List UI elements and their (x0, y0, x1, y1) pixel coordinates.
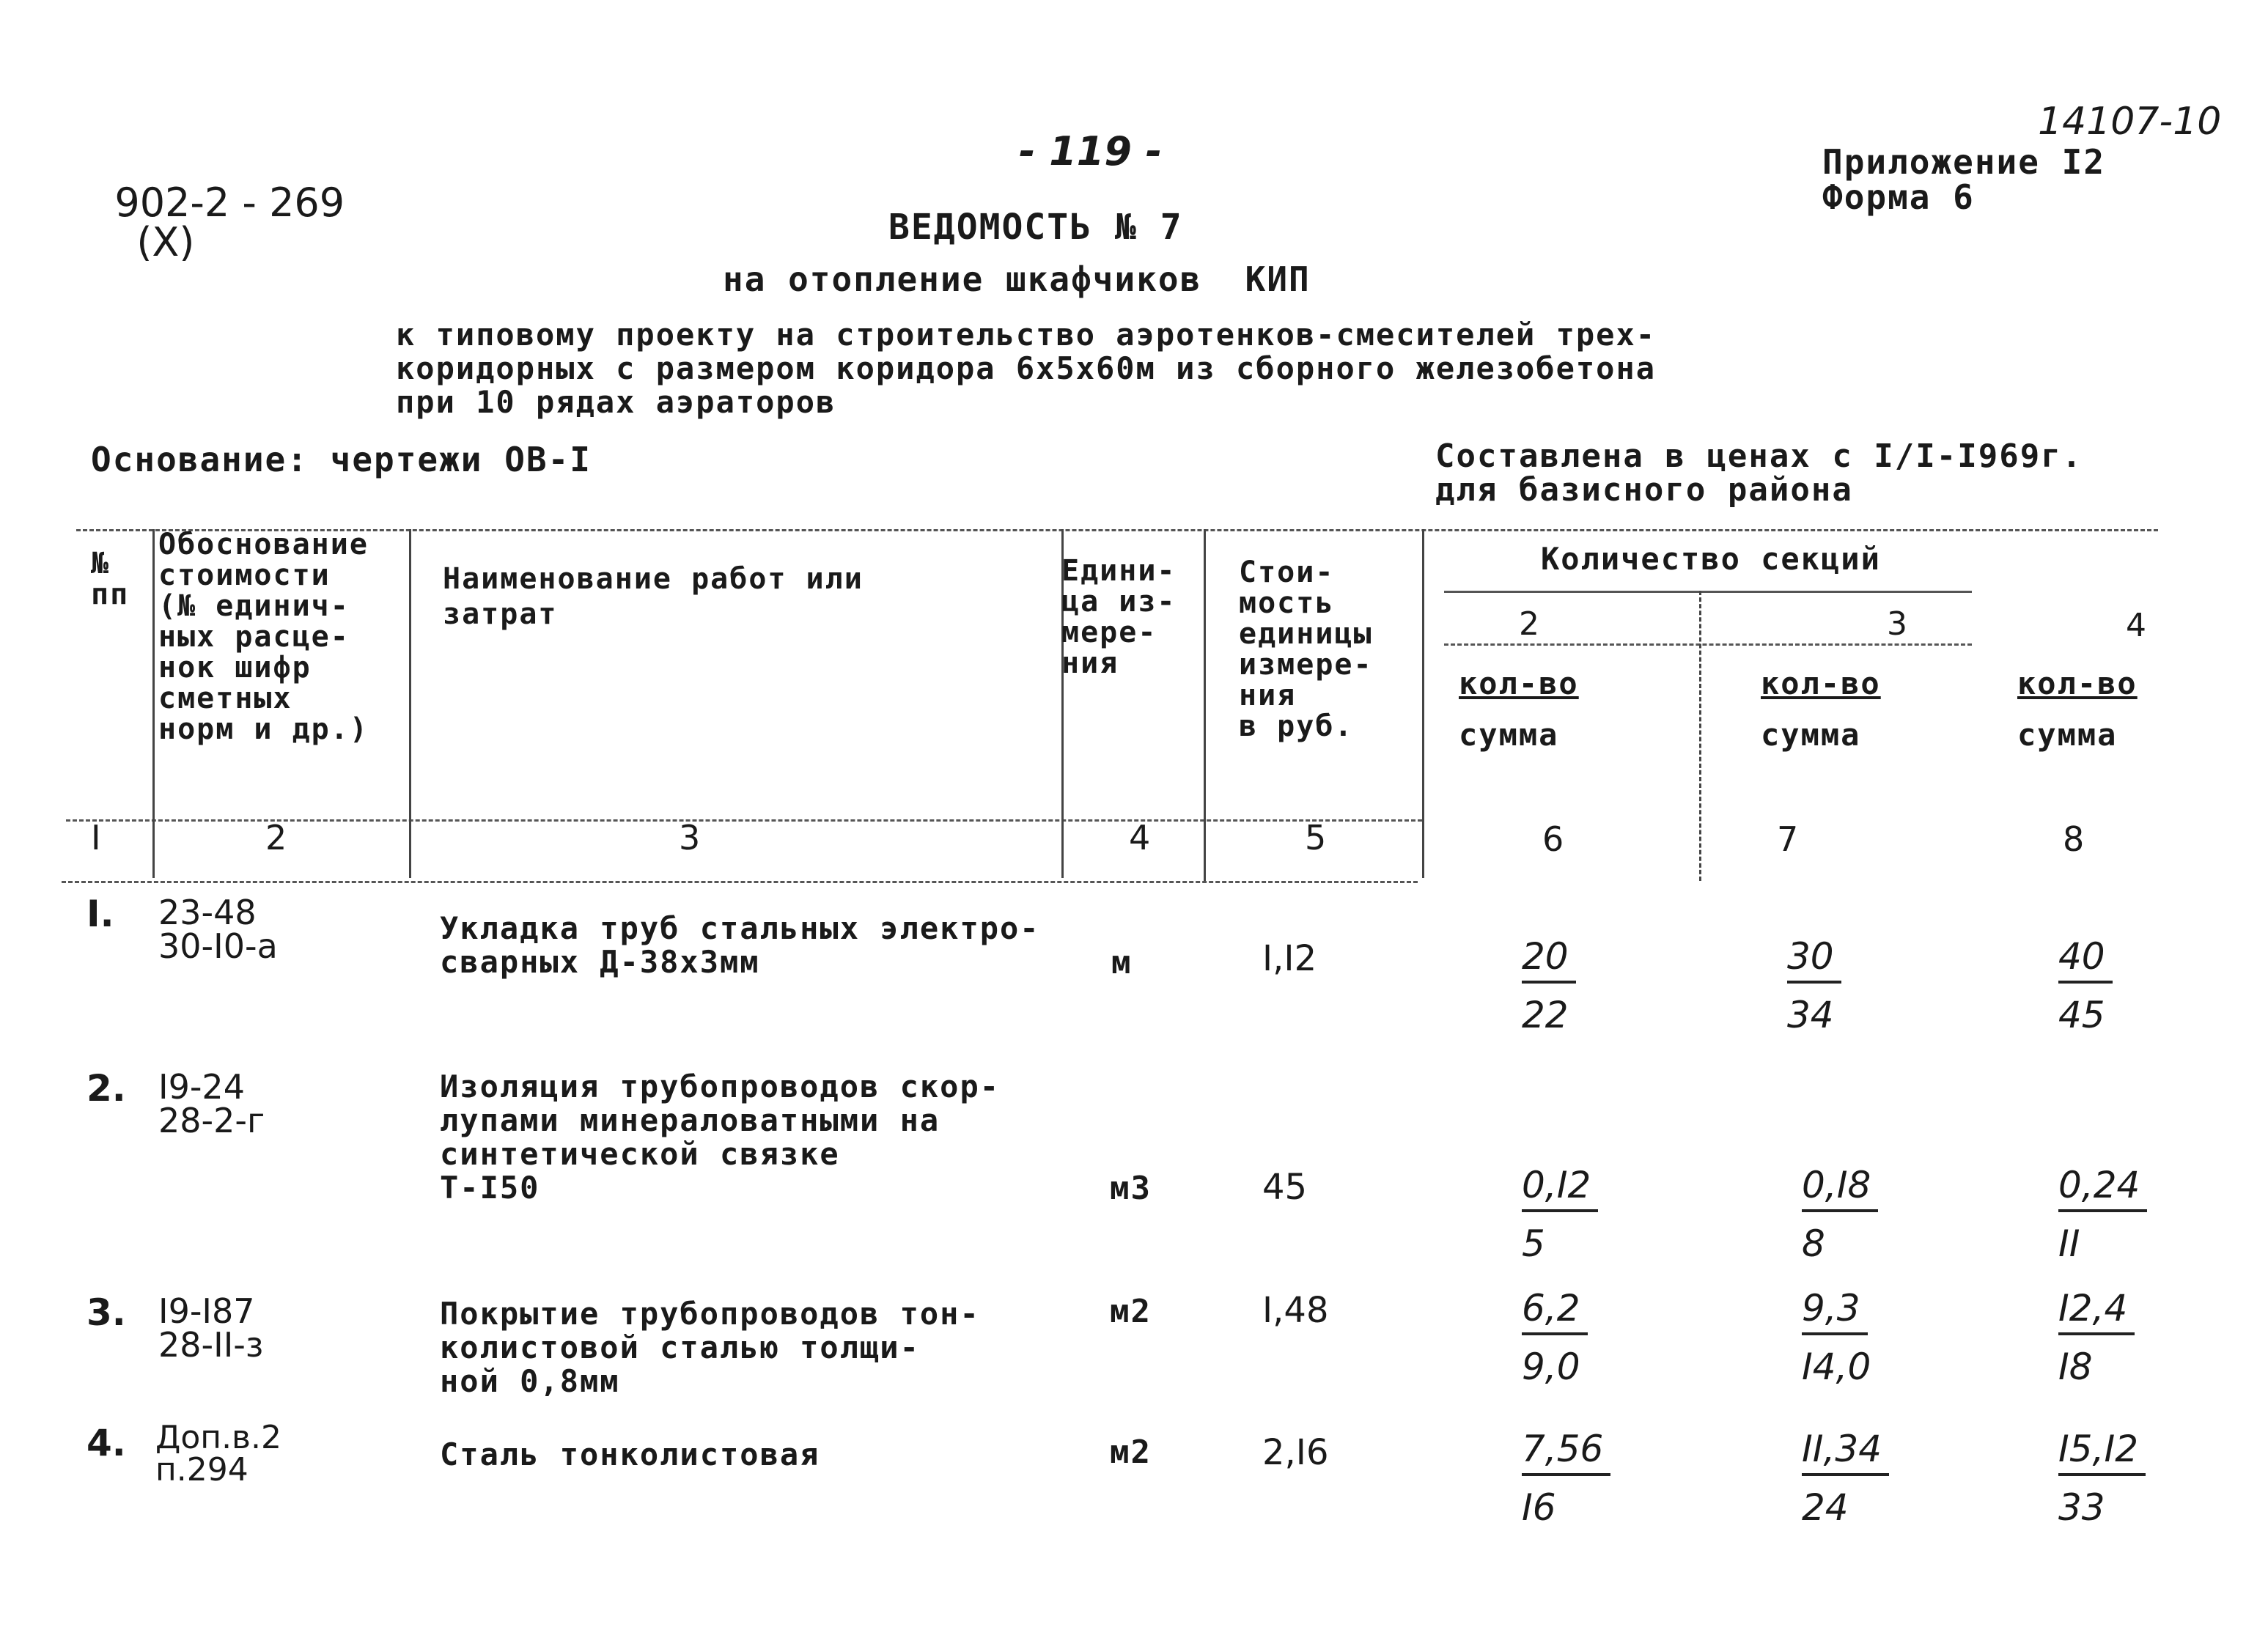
row-value-4 (2058, 1164, 2205, 1265)
price-basis: Составлена в ценах с I/I-I969г. для базисного района (1435, 438, 2083, 509)
sum-value: 22 (1522, 994, 1569, 1036)
sum-value: 24 (1802, 1486, 1849, 1529)
section-count-2: 2 (1519, 605, 1539, 643)
qty-value: 9,3 (1802, 1287, 1868, 1335)
sections-separator (1444, 591, 1972, 593)
basis-line: Основание: чертежи ОВ-I (91, 440, 592, 479)
qty-value: 7,56 (1522, 1428, 1610, 1476)
col-divider-1 (152, 529, 155, 878)
row-value-2 (1522, 1287, 1668, 1388)
row-unit: м3 (1110, 1170, 1152, 1207)
qty-value: I2,4 (2058, 1287, 2135, 1335)
col-divider-4 (1204, 529, 1206, 881)
row-cost: 2,I6 (1262, 1432, 1329, 1473)
row-value-4 (2058, 1287, 2205, 1388)
row-unit: м2 (1110, 1293, 1152, 1330)
row-value-2 (1522, 1428, 1668, 1529)
row-value-4 (2058, 935, 2205, 1036)
qty-value: 6,2 (1522, 1287, 1588, 1335)
col-divider-2 (409, 529, 411, 878)
archive-number: 14107-10 (2038, 100, 2222, 144)
section-sum-label-2: сумма (1459, 717, 1559, 753)
row-value-2 (1522, 935, 1668, 1036)
column-number: 2 (265, 818, 287, 857)
col-divider-6 (1699, 591, 1701, 881)
sum-value: I8 (2058, 1346, 2093, 1388)
qty-value: II,34 (1802, 1428, 1889, 1476)
row-value-3 (1787, 935, 1934, 1036)
row-value-3 (1802, 1428, 1948, 1529)
row-value-2 (1522, 1164, 1668, 1265)
column-number: 6 (1542, 819, 1564, 859)
statement-title: ВЕДОМОСТЬ № 7 (888, 207, 1183, 248)
sum-value: 8 (1802, 1222, 1825, 1265)
statement-purpose: на отопление шкафчиков КИП (723, 259, 1311, 299)
header-name: Наименование работ или затрат (443, 562, 864, 631)
section-count-3: 3 (1887, 605, 1907, 643)
column-number: 4 (1129, 818, 1151, 857)
sum-value: I4,0 (1802, 1346, 1871, 1388)
row-cost: I,48 (1262, 1290, 1329, 1331)
header-cost: Стои- мость единицы измере- ния в руб. (1239, 556, 1373, 743)
sum-value: 45 (2058, 994, 2105, 1036)
header-num: № пп (91, 547, 130, 611)
row-cost: 45 (1262, 1167, 1308, 1208)
column-number: 7 (1777, 819, 1799, 859)
header-justification: Обоснование стоимости (№ единич- ных расце- нок шифр сметных норм и др.) (158, 528, 369, 746)
sum-value: 5 (1522, 1222, 1545, 1265)
header-unit: Едини- ца из- мере- ния (1061, 554, 1177, 680)
sum-value: 9,0 (1522, 1346, 1580, 1388)
table-numbers-separator (62, 881, 1418, 883)
section-count-4: 4 (2126, 607, 2146, 644)
qty-value: 20 (1522, 935, 1576, 984)
document-code-suffix: (X) (136, 219, 195, 265)
row-name: Покрытие трубопроводов тон- колистовой сталью толщи- ной 0,8мм (440, 1296, 980, 1399)
row-value-4 (2058, 1428, 2205, 1529)
table-top-border (76, 529, 2158, 531)
section-qty-label-4: кол-во (2017, 665, 2138, 701)
row-code: I9-I87 28-II-з (158, 1291, 264, 1365)
column-number: 3 (679, 818, 701, 857)
document-code-number: 902-2 - 269 (114, 180, 345, 226)
column-number: 8 (2063, 819, 2085, 859)
row-unit: м (1111, 944, 1133, 981)
row-name: Сталь тонколистовая (440, 1436, 820, 1472)
qty-value: 0,I2 (1522, 1164, 1598, 1212)
qty-value: 30 (1787, 935, 1841, 984)
section-qty-label-3: кол-во (1761, 665, 1881, 701)
col-divider-5 (1422, 529, 1424, 878)
row-code: I9-24 28-2-г (158, 1067, 265, 1140)
appendix-label: Приложение I2 (1822, 142, 2106, 182)
sum-value: I6 (1522, 1486, 1556, 1529)
sum-value: II (2058, 1222, 2080, 1265)
section-sum-label-3: сумма (1761, 717, 1861, 753)
page-number: - 119 - (1019, 128, 1163, 174)
section-qty-label-2: кол-во (1459, 665, 1579, 701)
row-number: 4. (86, 1422, 126, 1464)
form-label: Форма 6 (1822, 177, 1975, 217)
row-number: I. (86, 893, 114, 935)
row-code: 23-48 30-I0-а (158, 893, 278, 966)
sections-counts-separator (1444, 643, 1972, 646)
document-code (89, 144, 345, 265)
row-number: 2. (86, 1067, 126, 1110)
qty-value: 0,I8 (1802, 1164, 1878, 1212)
header-sections-title: Количество секций (1541, 541, 1881, 577)
column-number: I (91, 818, 101, 857)
qty-value: I5,I2 (2058, 1428, 2146, 1476)
row-number: 3. (86, 1291, 126, 1334)
row-value-3 (1802, 1287, 1948, 1388)
qty-value: 0,24 (2058, 1164, 2147, 1212)
row-cost: I,I2 (1262, 938, 1317, 979)
row-name: Изоляция трубопроводов скор- лупами минераловатными на синтетической связке Т-I50 (440, 1069, 1001, 1206)
column-number: 5 (1305, 818, 1327, 857)
sum-value: 33 (2058, 1486, 2105, 1529)
row-value-3 (1802, 1164, 1948, 1265)
row-unit: м2 (1110, 1434, 1152, 1471)
section-sum-label-4: сумма (2017, 717, 2118, 753)
row-name: Укладка труб стальных электро- сварных Д-38х3мм (440, 910, 1040, 980)
sum-value: 34 (1787, 994, 1834, 1036)
qty-value: 40 (2058, 935, 2113, 984)
row-code: Доп.в.2 п.294 (155, 1419, 281, 1488)
statement-subtitle: к типовому проекту на строительство аэротенков-смесителей трех- коридорных с размером коридора 6х5х60м из сборного железобетона при 10 рядах аэраторов (396, 317, 1657, 420)
